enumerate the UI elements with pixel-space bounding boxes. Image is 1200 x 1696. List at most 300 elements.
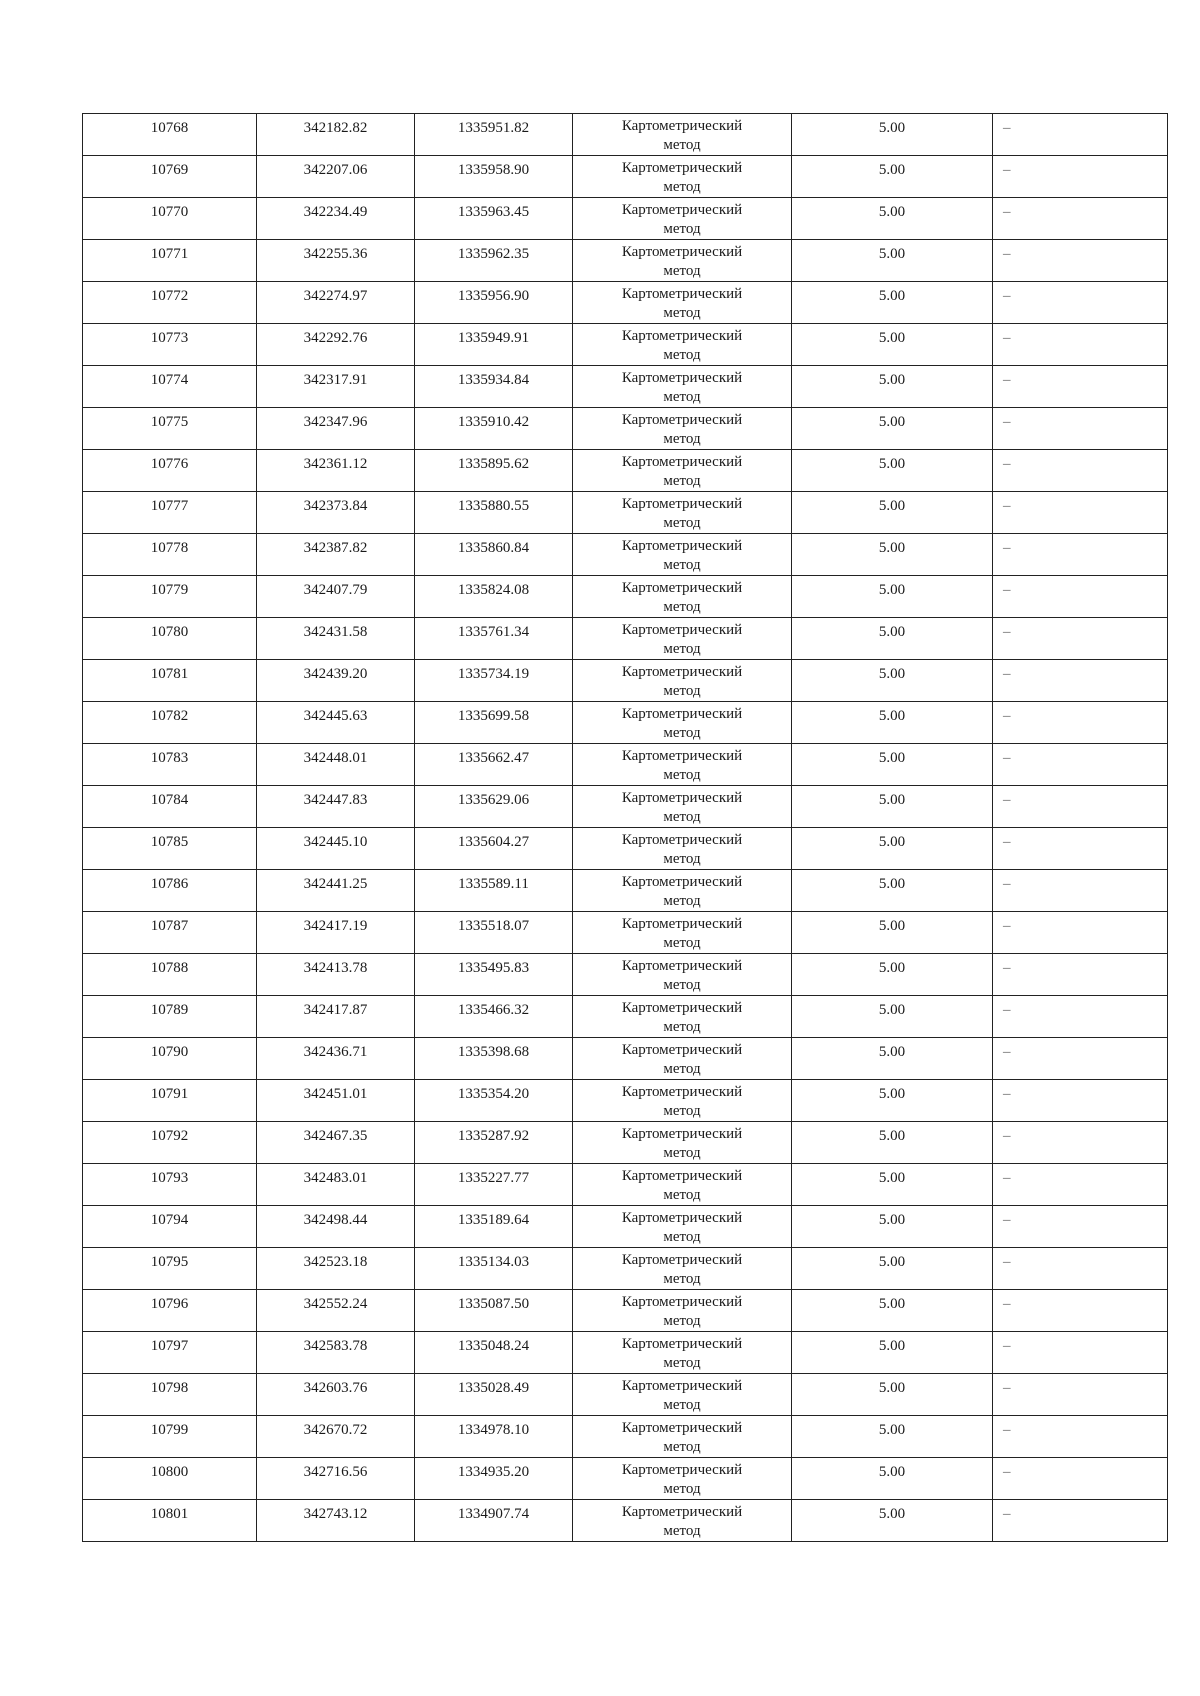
table-row [83, 828, 1168, 870]
point-number-cell: 10787 [83, 912, 257, 954]
x-coordinate-cell: 342317.91 [257, 366, 415, 408]
method-line-1: Картометрический [621, 580, 743, 596]
method-line-2: метод [663, 599, 701, 615]
method-cell [573, 1122, 792, 1164]
note-cell: – [993, 282, 1168, 324]
x-coordinate-cell: 342417.87 [257, 996, 415, 1038]
method-line-1: Картометрический [621, 748, 743, 764]
point-number-cell: 10769 [83, 156, 257, 198]
point-number-cell: 10770 [83, 198, 257, 240]
method-cell [573, 534, 792, 576]
method-cell [573, 1458, 792, 1500]
method-line-1: Картометрический [621, 1504, 743, 1520]
accuracy-cell: 5.00 [792, 954, 993, 996]
method-line-2: метод [663, 683, 701, 699]
table-row [83, 366, 1168, 408]
table-row [83, 282, 1168, 324]
y-coordinate-cell: 1335354.20 [415, 1080, 573, 1122]
x-coordinate-cell: 342182.82 [257, 114, 415, 156]
note-cell: – [993, 492, 1168, 534]
method-cell [573, 240, 792, 282]
note-cell: – [993, 576, 1168, 618]
method-line-2: метод [663, 893, 701, 909]
method-cell [573, 492, 792, 534]
y-coordinate-cell: 1335495.83 [415, 954, 573, 996]
accuracy-cell: 5.00 [792, 576, 993, 618]
table-row [83, 324, 1168, 366]
table-row [83, 660, 1168, 702]
point-number-cell: 10796 [83, 1290, 257, 1332]
x-coordinate-cell: 342523.18 [257, 1248, 415, 1290]
note-cell: – [993, 1332, 1168, 1374]
accuracy-cell: 5.00 [792, 366, 993, 408]
table-row [83, 618, 1168, 660]
method-line-1: Картометрический [621, 1336, 743, 1352]
method-line-2: метод [663, 767, 701, 783]
method-cell [573, 1038, 792, 1080]
x-coordinate-cell: 342451.01 [257, 1080, 415, 1122]
y-coordinate-cell: 1335227.77 [415, 1164, 573, 1206]
note-cell: – [993, 114, 1168, 156]
method-line-2: метод [663, 935, 701, 951]
method-cell [573, 198, 792, 240]
x-coordinate-cell: 342552.24 [257, 1290, 415, 1332]
method-line-2: метод [663, 977, 701, 993]
method-cell [573, 1500, 792, 1542]
note-cell: – [993, 702, 1168, 744]
method-cell [573, 282, 792, 324]
point-number-cell: 10790 [83, 1038, 257, 1080]
table-row [83, 408, 1168, 450]
accuracy-cell: 5.00 [792, 408, 993, 450]
method-line-2: метод [663, 515, 701, 531]
x-coordinate-cell: 342445.10 [257, 828, 415, 870]
method-line-2: метод [663, 347, 701, 363]
method-line-1: Картометрический [621, 1084, 743, 1100]
x-coordinate-cell: 342445.63 [257, 702, 415, 744]
table-row [83, 156, 1168, 198]
y-coordinate-cell: 1335949.91 [415, 324, 573, 366]
point-number-cell: 10797 [83, 1332, 257, 1374]
method-cell [573, 114, 792, 156]
table-row [83, 1332, 1168, 1374]
table-row [83, 1290, 1168, 1332]
y-coordinate-cell: 1335895.62 [415, 450, 573, 492]
y-coordinate-cell: 1335934.84 [415, 366, 573, 408]
x-coordinate-cell: 342716.56 [257, 1458, 415, 1500]
y-coordinate-cell: 1335963.45 [415, 198, 573, 240]
accuracy-cell: 5.00 [792, 324, 993, 366]
accuracy-cell: 5.00 [792, 1164, 993, 1206]
method-line-1: Картометрический [621, 1462, 743, 1478]
point-number-cell: 10800 [83, 1458, 257, 1500]
x-coordinate-cell: 342447.83 [257, 786, 415, 828]
point-number-cell: 10788 [83, 954, 257, 996]
accuracy-cell: 5.00 [792, 450, 993, 492]
y-coordinate-cell: 1335734.19 [415, 660, 573, 702]
method-line-2: метод [663, 305, 701, 321]
method-line-1: Картометрический [621, 1252, 743, 1268]
table-row [83, 576, 1168, 618]
method-cell [573, 576, 792, 618]
y-coordinate-cell: 1335134.03 [415, 1248, 573, 1290]
x-coordinate-cell: 342448.01 [257, 744, 415, 786]
x-coordinate-cell: 342603.76 [257, 1374, 415, 1416]
method-line-1: Картометрический [621, 1126, 743, 1142]
accuracy-cell: 5.00 [792, 282, 993, 324]
accuracy-cell: 5.00 [792, 1416, 993, 1458]
accuracy-cell: 5.00 [792, 1458, 993, 1500]
method-line-1: Картометрический [621, 370, 743, 386]
y-coordinate-cell: 1335860.84 [415, 534, 573, 576]
accuracy-cell: 5.00 [792, 870, 993, 912]
point-number-cell: 10779 [83, 576, 257, 618]
point-number-cell: 10792 [83, 1122, 257, 1164]
point-number-cell: 10775 [83, 408, 257, 450]
point-number-cell: 10794 [83, 1206, 257, 1248]
method-cell [573, 954, 792, 996]
table-row [83, 870, 1168, 912]
method-cell [573, 1206, 792, 1248]
point-number-cell: 10783 [83, 744, 257, 786]
point-number-cell: 10777 [83, 492, 257, 534]
note-cell: – [993, 198, 1168, 240]
x-coordinate-cell: 342373.84 [257, 492, 415, 534]
method-line-2: метод [663, 1187, 701, 1203]
y-coordinate-cell: 1335951.82 [415, 114, 573, 156]
accuracy-cell: 5.00 [792, 744, 993, 786]
y-coordinate-cell: 1335028.49 [415, 1374, 573, 1416]
method-line-2: метод [663, 473, 701, 489]
x-coordinate-cell: 342583.78 [257, 1332, 415, 1374]
note-cell: – [993, 618, 1168, 660]
method-line-2: метод [663, 1481, 701, 1497]
method-line-2: метод [663, 851, 701, 867]
x-coordinate-cell: 342441.25 [257, 870, 415, 912]
accuracy-cell: 5.00 [792, 618, 993, 660]
table-row [83, 492, 1168, 534]
x-coordinate-cell: 342234.49 [257, 198, 415, 240]
point-number-cell: 10772 [83, 282, 257, 324]
accuracy-cell: 5.00 [792, 1500, 993, 1542]
note-cell: – [993, 954, 1168, 996]
method-line-2: метод [663, 1439, 701, 1455]
method-cell [573, 408, 792, 450]
y-coordinate-cell: 1335189.64 [415, 1206, 573, 1248]
method-line-1: Картометрический [621, 1294, 743, 1310]
accuracy-cell: 5.00 [792, 1290, 993, 1332]
table-row [83, 702, 1168, 744]
table-row [83, 1458, 1168, 1500]
method-line-2: метод [663, 431, 701, 447]
method-line-2: метод [663, 1019, 701, 1035]
y-coordinate-cell: 1335880.55 [415, 492, 573, 534]
y-coordinate-cell: 1335604.27 [415, 828, 573, 870]
method-line-2: метод [663, 725, 701, 741]
accuracy-cell: 5.00 [792, 912, 993, 954]
accuracy-cell: 5.00 [792, 156, 993, 198]
accuracy-cell: 5.00 [792, 1248, 993, 1290]
method-line-1: Картометрический [621, 1378, 743, 1394]
y-coordinate-cell: 1335589.11 [415, 870, 573, 912]
x-coordinate-cell: 342387.82 [257, 534, 415, 576]
method-line-2: метод [663, 1355, 701, 1371]
y-coordinate-cell: 1335087.50 [415, 1290, 573, 1332]
table-row [83, 1080, 1168, 1122]
method-line-2: метод [663, 1271, 701, 1287]
method-line-1: Картометрический [621, 412, 743, 428]
method-cell [573, 828, 792, 870]
point-number-cell: 10785 [83, 828, 257, 870]
accuracy-cell: 5.00 [792, 198, 993, 240]
x-coordinate-cell: 342274.97 [257, 282, 415, 324]
method-line-1: Картометрический [621, 832, 743, 848]
note-cell: – [993, 408, 1168, 450]
x-coordinate-cell: 342467.35 [257, 1122, 415, 1164]
x-coordinate-cell: 342413.78 [257, 954, 415, 996]
note-cell: – [993, 1500, 1168, 1542]
accuracy-cell: 5.00 [792, 660, 993, 702]
method-cell [573, 1290, 792, 1332]
coordinates-table-body [83, 114, 1168, 1542]
point-number-cell: 10778 [83, 534, 257, 576]
note-cell: – [993, 912, 1168, 954]
method-cell [573, 744, 792, 786]
method-line-1: Картометрический [621, 286, 743, 302]
note-cell: – [993, 660, 1168, 702]
point-number-cell: 10784 [83, 786, 257, 828]
note-cell: – [993, 534, 1168, 576]
method-line-2: метод [663, 1103, 701, 1119]
note-cell: – [993, 1416, 1168, 1458]
accuracy-cell: 5.00 [792, 1080, 993, 1122]
x-coordinate-cell: 342743.12 [257, 1500, 415, 1542]
table-row [83, 1374, 1168, 1416]
table-row [83, 198, 1168, 240]
method-line-1: Картометрический [621, 328, 743, 344]
note-cell: – [993, 1038, 1168, 1080]
y-coordinate-cell: 1335048.24 [415, 1332, 573, 1374]
accuracy-cell: 5.00 [792, 702, 993, 744]
accuracy-cell: 5.00 [792, 828, 993, 870]
point-number-cell: 10801 [83, 1500, 257, 1542]
point-number-cell: 10781 [83, 660, 257, 702]
y-coordinate-cell: 1335958.90 [415, 156, 573, 198]
method-line-2: метод [663, 1523, 701, 1539]
method-cell [573, 912, 792, 954]
note-cell: – [993, 450, 1168, 492]
x-coordinate-cell: 342436.71 [257, 1038, 415, 1080]
table-row [83, 240, 1168, 282]
method-line-1: Картометрический [621, 790, 743, 806]
method-cell [573, 1374, 792, 1416]
accuracy-cell: 5.00 [792, 1038, 993, 1080]
point-number-cell: 10786 [83, 870, 257, 912]
accuracy-cell: 5.00 [792, 240, 993, 282]
note-cell: – [993, 744, 1168, 786]
x-coordinate-cell: 342292.76 [257, 324, 415, 366]
accuracy-cell: 5.00 [792, 1206, 993, 1248]
method-line-1: Картометрический [621, 1210, 743, 1226]
method-line-1: Картометрический [621, 1042, 743, 1058]
note-cell: – [993, 1122, 1168, 1164]
method-cell [573, 1416, 792, 1458]
point-number-cell: 10782 [83, 702, 257, 744]
table-row [83, 786, 1168, 828]
note-cell: – [993, 1080, 1168, 1122]
point-number-cell: 10798 [83, 1374, 257, 1416]
y-coordinate-cell: 1335910.42 [415, 408, 573, 450]
method-line-1: Картометрический [621, 916, 743, 932]
method-line-2: метод [663, 557, 701, 573]
accuracy-cell: 5.00 [792, 114, 993, 156]
note-cell: – [993, 324, 1168, 366]
point-number-cell: 10776 [83, 450, 257, 492]
method-line-1: Картометрический [621, 118, 743, 134]
table-row [83, 1038, 1168, 1080]
y-coordinate-cell: 1335761.34 [415, 618, 573, 660]
point-number-cell: 10789 [83, 996, 257, 1038]
note-cell: – [993, 1164, 1168, 1206]
method-cell [573, 1248, 792, 1290]
table-row [83, 954, 1168, 996]
table-row [83, 450, 1168, 492]
method-cell [573, 450, 792, 492]
method-cell [573, 1080, 792, 1122]
method-line-1: Картометрический [621, 538, 743, 554]
y-coordinate-cell: 1334978.10 [415, 1416, 573, 1458]
accuracy-cell: 5.00 [792, 1332, 993, 1374]
method-cell [573, 996, 792, 1038]
y-coordinate-cell: 1334907.74 [415, 1500, 573, 1542]
y-coordinate-cell: 1335629.06 [415, 786, 573, 828]
y-coordinate-cell: 1334935.20 [415, 1458, 573, 1500]
y-coordinate-cell: 1335824.08 [415, 576, 573, 618]
x-coordinate-cell: 342361.12 [257, 450, 415, 492]
method-line-1: Картометрический [621, 1420, 743, 1436]
y-coordinate-cell: 1335518.07 [415, 912, 573, 954]
accuracy-cell: 5.00 [792, 996, 993, 1038]
y-coordinate-cell: 1335699.58 [415, 702, 573, 744]
method-line-2: метод [663, 389, 701, 405]
y-coordinate-cell: 1335956.90 [415, 282, 573, 324]
note-cell: – [993, 156, 1168, 198]
table-row [83, 912, 1168, 954]
method-line-1: Картометрический [621, 454, 743, 470]
x-coordinate-cell: 342255.36 [257, 240, 415, 282]
method-line-2: метод [663, 1229, 701, 1245]
method-line-2: метод [663, 1397, 701, 1413]
note-cell: – [993, 996, 1168, 1038]
method-cell [573, 1164, 792, 1206]
point-number-cell: 10795 [83, 1248, 257, 1290]
x-coordinate-cell: 342439.20 [257, 660, 415, 702]
method-line-1: Картометрический [621, 202, 743, 218]
accuracy-cell: 5.00 [792, 534, 993, 576]
note-cell: – [993, 1206, 1168, 1248]
note-cell: – [993, 870, 1168, 912]
method-cell [573, 786, 792, 828]
table-row [83, 1164, 1168, 1206]
table-row [83, 1500, 1168, 1542]
method-line-1: Картометрический [621, 622, 743, 638]
y-coordinate-cell: 1335662.47 [415, 744, 573, 786]
table-row [83, 114, 1168, 156]
table-row [83, 744, 1168, 786]
note-cell: – [993, 240, 1168, 282]
x-coordinate-cell: 342407.79 [257, 576, 415, 618]
accuracy-cell: 5.00 [792, 786, 993, 828]
point-number-cell: 10799 [83, 1416, 257, 1458]
table-row [83, 1206, 1168, 1248]
table-row [83, 1248, 1168, 1290]
point-number-cell: 10791 [83, 1080, 257, 1122]
method-cell [573, 618, 792, 660]
table-row [83, 1416, 1168, 1458]
method-cell [573, 870, 792, 912]
method-line-2: метод [663, 137, 701, 153]
x-coordinate-cell: 342670.72 [257, 1416, 415, 1458]
method-line-1: Картометрический [621, 664, 743, 680]
table-row [83, 996, 1168, 1038]
point-number-cell: 10793 [83, 1164, 257, 1206]
point-number-cell: 10768 [83, 114, 257, 156]
point-number-cell: 10780 [83, 618, 257, 660]
x-coordinate-cell: 342483.01 [257, 1164, 415, 1206]
method-line-2: метод [663, 263, 701, 279]
method-line-1: Картометрический [621, 496, 743, 512]
method-cell [573, 1332, 792, 1374]
y-coordinate-cell: 1335466.32 [415, 996, 573, 1038]
x-coordinate-cell: 342431.58 [257, 618, 415, 660]
method-line-2: метод [663, 1145, 701, 1161]
note-cell: – [993, 366, 1168, 408]
method-line-1: Картометрический [621, 160, 743, 176]
y-coordinate-cell: 1335398.68 [415, 1038, 573, 1080]
method-cell [573, 366, 792, 408]
method-line-2: метод [663, 1313, 701, 1329]
method-line-1: Картометрический [621, 958, 743, 974]
note-cell: – [993, 1290, 1168, 1332]
note-cell: – [993, 1374, 1168, 1416]
method-cell [573, 702, 792, 744]
method-line-2: метод [663, 809, 701, 825]
method-line-2: метод [663, 179, 701, 195]
method-line-1: Картометрический [621, 1168, 743, 1184]
note-cell: – [993, 1458, 1168, 1500]
point-number-cell: 10773 [83, 324, 257, 366]
y-coordinate-cell: 1335287.92 [415, 1122, 573, 1164]
point-number-cell: 10771 [83, 240, 257, 282]
method-line-2: метод [663, 641, 701, 657]
accuracy-cell: 5.00 [792, 1122, 993, 1164]
table-row [83, 534, 1168, 576]
accuracy-cell: 5.00 [792, 1374, 993, 1416]
method-line-1: Картометрический [621, 874, 743, 890]
table-row [83, 1122, 1168, 1164]
method-line-1: Картометрический [621, 1000, 743, 1016]
x-coordinate-cell: 342207.06 [257, 156, 415, 198]
method-cell [573, 156, 792, 198]
x-coordinate-cell: 342347.96 [257, 408, 415, 450]
method-line-2: метод [663, 1061, 701, 1077]
note-cell: – [993, 1248, 1168, 1290]
note-cell: – [993, 786, 1168, 828]
method-line-1: Картометрический [621, 706, 743, 722]
x-coordinate-cell: 342417.19 [257, 912, 415, 954]
coordinates-table [82, 113, 1168, 1542]
method-cell [573, 324, 792, 366]
